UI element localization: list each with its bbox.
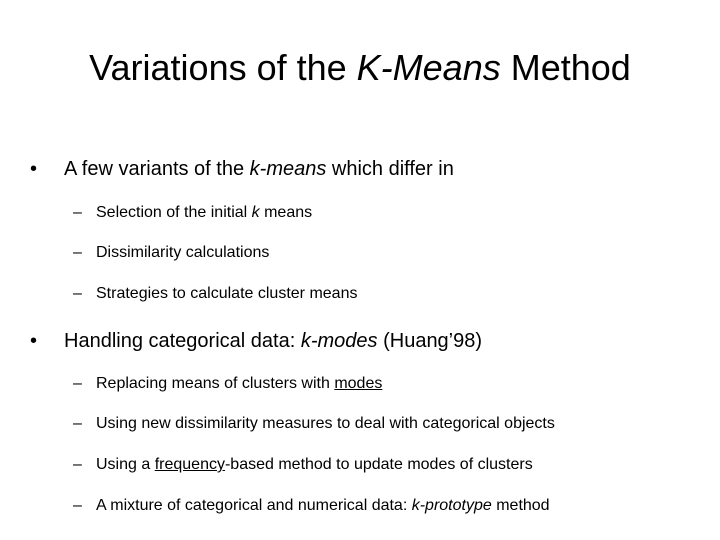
dash-marker: –	[73, 456, 82, 473]
bullet-categorical	[30, 328, 482, 354]
sub-underlined: modes	[334, 375, 383, 392]
bullet-emphasis: k-modes	[300, 330, 378, 352]
dash-marker: –	[73, 497, 82, 514]
sub-text: A mixture of categorical and numerical data:	[96, 497, 412, 514]
bullet-text-end: (Huang’98)	[377, 330, 483, 352]
sub-text-end: -based method to update modes of clusters	[224, 456, 533, 473]
bullet-marker: •	[30, 158, 38, 180]
bullet-marker: •	[30, 330, 38, 352]
sub-text: Replacing means of clusters with	[96, 375, 335, 392]
sub-text-end: method	[491, 497, 550, 514]
sub-text: Strategies to calculate cluster means	[96, 285, 358, 302]
sub-emphasis: k	[251, 204, 260, 221]
sub-item-dissimilarity	[73, 242, 269, 264]
sub-text: Using a	[96, 456, 155, 473]
sub-item-selection	[73, 202, 312, 224]
dash-marker: –	[73, 285, 82, 302]
sub-item-mixture	[73, 495, 550, 517]
sub-item-new-measures	[73, 413, 555, 435]
bullet-text: A few variants of the	[64, 158, 250, 180]
sub-item-replacing	[73, 373, 382, 395]
sub-text: Using new dissimilarity measures to deal with categorical objects	[96, 415, 555, 432]
sub-emphasis: k-prototype	[411, 497, 492, 514]
sub-item-frequency	[73, 454, 533, 476]
sub-item-strategies	[73, 283, 357, 305]
title-text-end: Method	[500, 47, 631, 88]
slide-title	[0, 44, 720, 92]
bullet-emphasis: k-means	[249, 158, 327, 180]
bullet-text-end: which differ in	[326, 158, 454, 180]
dash-marker: –	[73, 244, 82, 261]
dash-marker: –	[73, 204, 82, 221]
bullet-text: Handling categorical data:	[64, 330, 301, 352]
dash-marker: –	[73, 375, 82, 392]
sub-underlined: frequency	[154, 456, 225, 473]
title-text: Variations of the	[89, 47, 357, 88]
dash-marker: –	[73, 415, 82, 432]
title-emphasis: K-Means	[356, 47, 501, 88]
bullet-variants	[30, 156, 454, 182]
sub-text: Dissimilarity calculations	[96, 244, 270, 261]
sub-text: Selection of the initial	[96, 204, 252, 221]
sub-text-end: means	[259, 204, 313, 221]
